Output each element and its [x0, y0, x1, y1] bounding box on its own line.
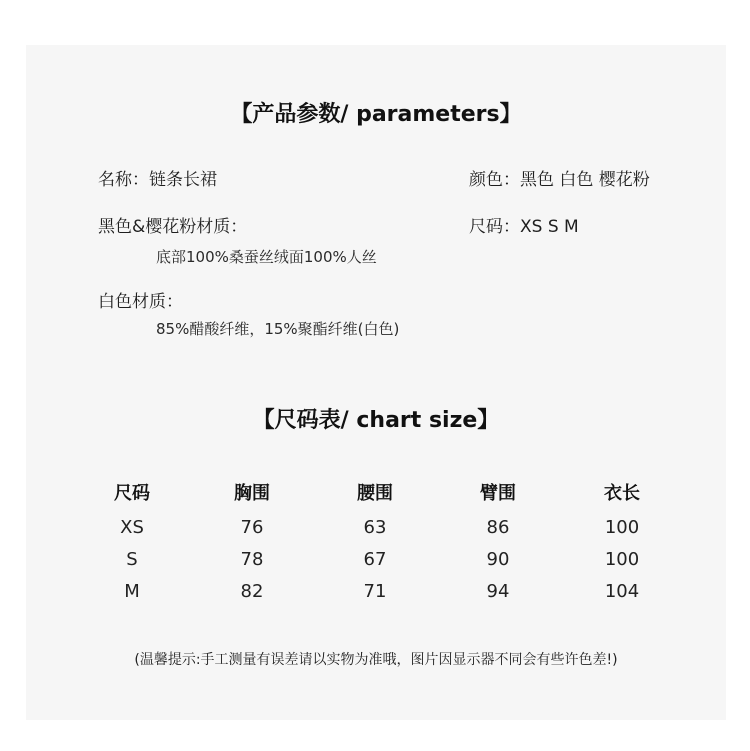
size-chart-heading: 【尺码表/ chart size】	[252, 408, 500, 433]
header-bust: 胸围	[234, 483, 270, 504]
cell-size: XS	[120, 517, 144, 538]
measurement-note: (温馨提示:手工测量有误差请以实物为准哦，图片因显示器不同会有些许色差!)	[134, 652, 618, 668]
cell-length: 100	[604, 549, 640, 570]
header-size: 尺码	[114, 483, 150, 504]
cell-size: S	[126, 549, 138, 570]
product-name: 名称：链条长裙	[98, 170, 217, 190]
parameters-heading: 【产品参数/ parameters】	[230, 102, 522, 127]
material-black-pink-label: 黑色&樱花粉材质：	[98, 217, 248, 237]
product-sizes: 尺码：XS S M	[469, 217, 579, 237]
cell-bust: 82	[240, 581, 264, 602]
material-white-value: 85%醋酸纤维，15%聚酯纤维(白色)	[156, 320, 400, 338]
header-waist: 腰围	[357, 483, 393, 504]
product-colors: 颜色：黑色 白色 樱花粉	[469, 170, 650, 190]
header-arm: 臂围	[480, 483, 516, 504]
cell-arm: 86	[486, 517, 510, 538]
cell-length: 104	[604, 581, 640, 602]
cell-bust: 78	[240, 549, 264, 570]
cell-arm: 94	[486, 581, 510, 602]
cell-bust: 76	[240, 517, 264, 538]
cell-length: 100	[604, 517, 640, 538]
cell-size: M	[124, 581, 140, 602]
material-black-pink-value: 底部100%桑蚕丝绒面100%人丝	[156, 248, 377, 266]
cell-waist: 71	[363, 581, 387, 602]
cell-arm: 90	[486, 549, 510, 570]
header-length: 衣长	[604, 483, 640, 504]
cell-waist: 67	[363, 549, 387, 570]
material-white-label: 白色材质：	[98, 292, 183, 312]
cell-waist: 63	[363, 517, 387, 538]
product-info-card	[26, 45, 726, 720]
